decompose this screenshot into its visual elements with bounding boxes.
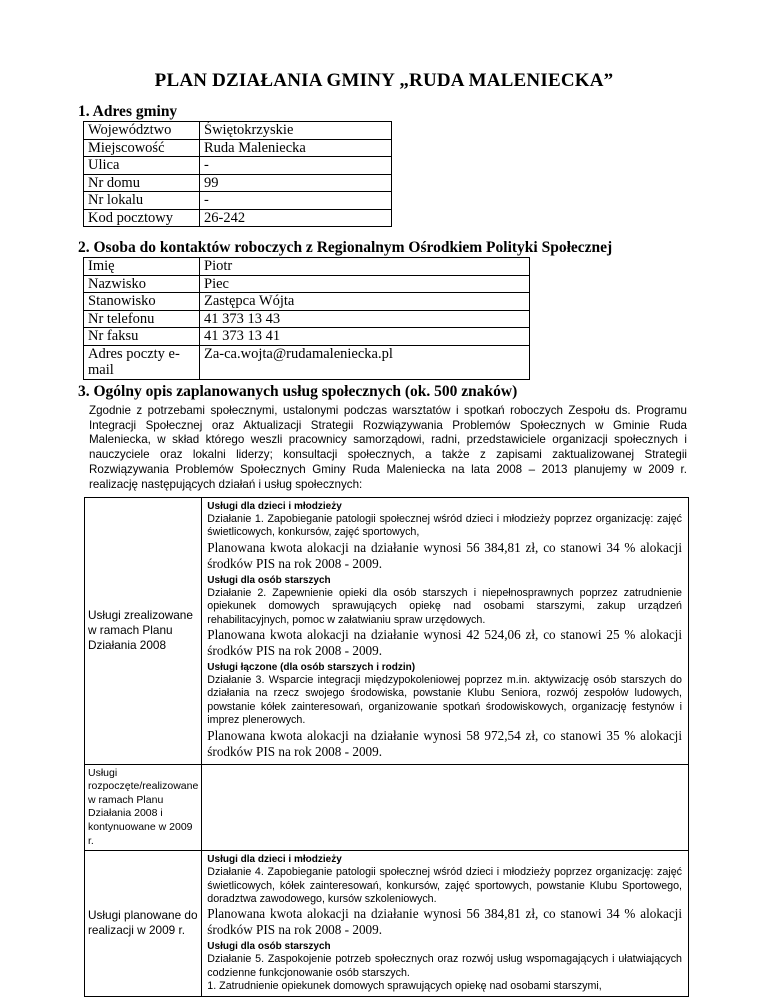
field-label: Adres poczty e-mail bbox=[84, 345, 200, 379]
field-value: Piotr bbox=[200, 258, 530, 276]
block-title: Usługi dla dzieci i młodzieży bbox=[207, 854, 342, 866]
services-table bbox=[84, 497, 689, 997]
field-label: Ulica bbox=[84, 157, 200, 175]
field-value: 41 373 13 41 bbox=[200, 328, 530, 346]
section-3-heading: 3. Ogólny opis zaplanowanych usług społecznych (ok. 500 znaków) bbox=[78, 383, 518, 400]
address-table bbox=[83, 121, 392, 227]
block-action: Działanie 5. Zaspokojenie potrzeb społecznych oraz rozwój usług wspomagających i ułatwiających codzienne funkcjonowanie osób starszych. bbox=[207, 953, 682, 979]
services-row-continued bbox=[85, 764, 689, 851]
field-label: Nr faksu bbox=[84, 328, 200, 346]
table-row bbox=[84, 209, 392, 227]
table-row bbox=[84, 310, 530, 328]
table-row bbox=[84, 157, 392, 175]
field-value: Piec bbox=[200, 275, 530, 293]
table-row bbox=[84, 174, 392, 192]
field-label: Nr domu bbox=[84, 174, 200, 192]
table-row bbox=[84, 275, 530, 293]
field-value: - bbox=[200, 157, 392, 175]
services-row-2009 bbox=[85, 851, 689, 996]
block-title: Usługi dla dzieci i młodzieży bbox=[207, 501, 342, 512]
field-label: Województwo bbox=[84, 122, 200, 140]
block-allocation: Planowana kwota alokacji na działanie wynosi 42 524,06 zł, co stanowi 25 % alokacji środków PIS na rok 2008 - 2009. bbox=[207, 627, 682, 659]
table-row bbox=[84, 258, 530, 276]
table-row bbox=[84, 122, 392, 140]
block-action: Działanie 4. Zapobieganie patologii społecznej wśród dzieci i młodzieży poprzez organizację: zajęć świetlicowych, kółek zainteresowań, konkursów, zajęć sportowych, powstanie Klubu Sportowego, doradztwa zawodowego, kursów szkoleniowych. bbox=[207, 866, 682, 906]
table-row bbox=[84, 345, 530, 379]
services-row-2009-label: Usługi planowane do realizacji w 2009 r. bbox=[85, 851, 202, 996]
block-action: Działanie 1. Zapobieganie patologii społecznej wśród dzieci i młodzieży poprzez organizację: zajęć świetlicowych, konkursów, zajęć sportowych, bbox=[207, 513, 682, 539]
services-row-2008-content bbox=[202, 498, 689, 765]
field-label: Imię bbox=[84, 258, 200, 276]
services-row-2008-label: Usługi zrealizowane w ramach Planu Działania 2008 bbox=[85, 498, 202, 765]
field-label: Nr telefonu bbox=[84, 310, 200, 328]
field-value: 99 bbox=[200, 174, 392, 192]
field-label: Kod pocztowy bbox=[84, 209, 200, 227]
field-value: Zastępca Wójta bbox=[200, 293, 530, 311]
block-allocation: Planowana kwota alokacji na działanie wynosi 58 972,54 zł, co stanowi 35 % alokacji środków PIS na rok 2008 - 2009. bbox=[207, 727, 682, 759]
contact-table bbox=[83, 257, 530, 380]
block-action: Działanie 3. Wsparcie integracji międzypokoleniowej poprzez m.in. aktywizację osób starszych do działania na rzecz swojego środowiska, powstanie Klubu Seniora, rozwój zespołów ludowych, powstanie kółek zainteresowań, organizowanie spotkań środowiskowych, organizację festynów i imprez plenerowych. bbox=[207, 674, 682, 727]
services-row-2008 bbox=[85, 498, 689, 765]
section-1-heading: 1. Adres gminy bbox=[78, 103, 178, 120]
block-item: 1. Zatrudnienie opiekunek domowych sprawujących opiekę nad osobami starszymi, bbox=[207, 980, 602, 993]
field-label: Stanowisko bbox=[84, 293, 200, 311]
field-value: - bbox=[200, 192, 392, 210]
block-action: Działanie 2. Zapewnienie opieki dla osób starszych i niepełnosprawnych poprzez zatrudnienie opiekunek domowych sprawujących opiekę nad osobami starszymi, zakup urządzeń rehabilitacyjnych, pomoc w załatwianiu spraw urzędowych. bbox=[207, 586, 682, 626]
services-row-continued-content bbox=[202, 764, 689, 851]
services-row-continued-label: Usługi rozpoczęte/realizowane w ramach Planu Działania 2008 i kontynuowane w 2009 r. bbox=[85, 764, 202, 851]
block-title: Usługi dla osób starszych bbox=[207, 941, 331, 953]
field-value: 41 373 13 43 bbox=[200, 310, 530, 328]
services-row-2009-content bbox=[202, 851, 689, 996]
field-label: Nazwisko bbox=[84, 275, 200, 293]
field-label: Nr lokalu bbox=[84, 192, 200, 210]
field-value: Ruda Maleniecka bbox=[200, 139, 392, 157]
field-value: Świętokrzyskie bbox=[200, 122, 392, 140]
block-title: Usługi dla osób starszych bbox=[207, 574, 331, 586]
block-title: Usługi łączone (dla osób starszych i rodzin) bbox=[207, 662, 416, 674]
block-allocation: Planowana kwota alokacji na działanie wynosi 56 384,81 zł, co stanowi 34 % alokacji środków PIS na rok 2008 - 2009. bbox=[207, 539, 682, 571]
section-3-description: Zgodnie z potrzebami społecznymi, ustalonymi podczas warsztatów i spotkań roboczych Zespołu ds. Programu Integracji Społecznej oraz Aktualizacji Strategii Rozwiązywania Problemów Społecznych w Gminie Ruda Maleniecka, w skład którego weszli pracownicy samorządowi, radni, przedstawiciele organizacji społecznych i nauczyciele oraz lokalni liderzy; konsultacji społecznych, a także z zapisami zaktualizowanej Strategii Rozwiązywania Problemów Społecznych Gminy Ruda Maleniecka na lata 2008 – 2013 planujemy w 2009 r. realizację następujących działań i usług społecznych: bbox=[89, 404, 687, 491]
field-value: 26-242 bbox=[200, 209, 392, 227]
field-label: Miejscowość bbox=[84, 139, 200, 157]
table-row bbox=[84, 293, 530, 311]
document-title: PLAN DZIAŁANIA GMINY „RUDA MALENIECKA” bbox=[154, 70, 614, 91]
block-allocation: Planowana kwota alokacji na działanie wynosi 56 384,81 zł, co stanowi 34 % alokacji środków PIS na rok 2008 - 2009. bbox=[207, 906, 682, 938]
table-row bbox=[84, 192, 392, 210]
section-2-heading: 2. Osoba do kontaktów roboczych z Regionalnym Ośrodkiem Polityki Społecznej bbox=[78, 239, 613, 256]
table-row bbox=[84, 139, 392, 157]
table-row bbox=[84, 328, 530, 346]
field-value: Za-ca.wojta@rudamaleniecka.pl bbox=[200, 345, 530, 379]
